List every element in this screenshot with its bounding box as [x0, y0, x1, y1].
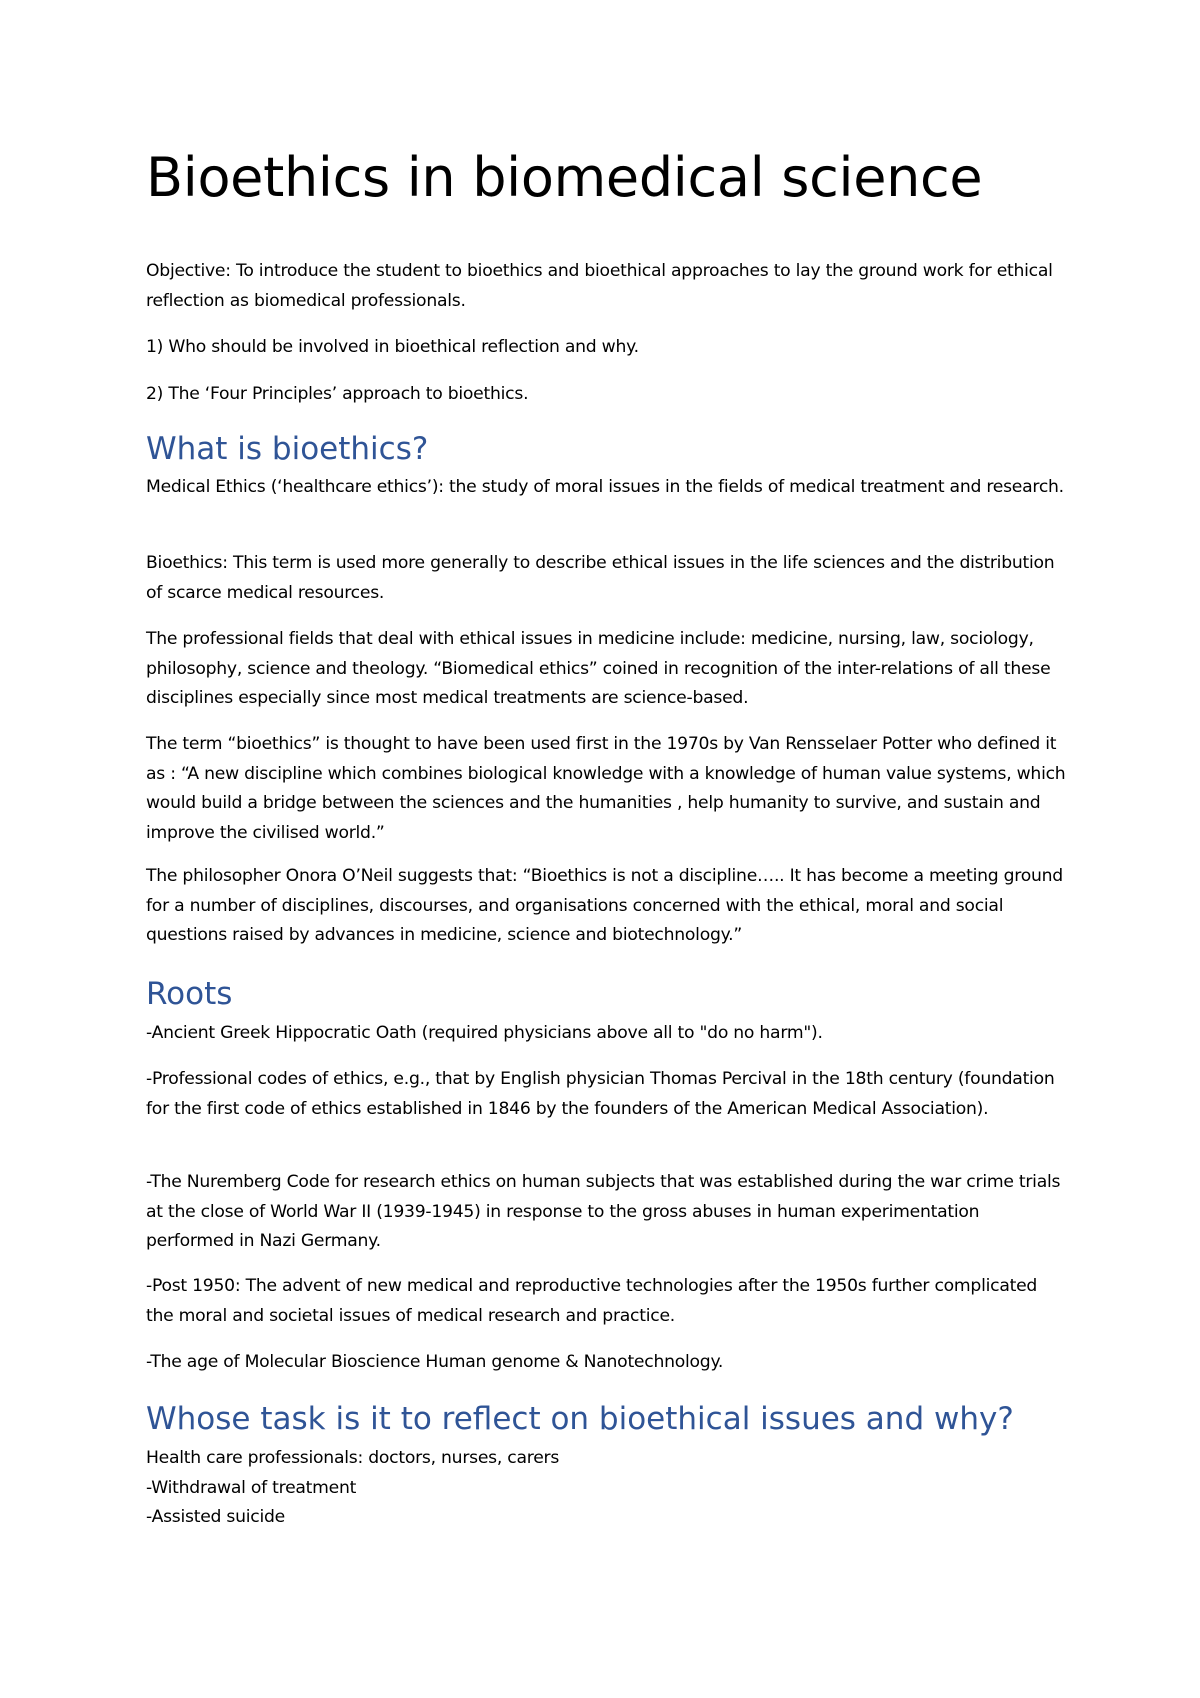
- intro-item-1-block: [146, 333, 1066, 363]
- what-is-para-5-block: [146, 862, 1066, 951]
- section-heading-roots: Roots: [146, 976, 233, 1012]
- whose-task-lines: [146, 1444, 1066, 1533]
- roots-para-1-block: [146, 1019, 1066, 1049]
- intro-objective-block: [146, 257, 1066, 316]
- roots-para-2-block: [146, 1065, 1066, 1124]
- roots-para-1: -Ancient Greek Hippocratic Oath (required physicians above all to "do no harm").: [146, 1023, 823, 1043]
- intro-item-2: 2) The ‘Four Principles’ approach to bioethics.: [146, 384, 529, 404]
- intro-item-2-block: [146, 380, 1066, 410]
- what-is-para-1-block: [146, 473, 1066, 503]
- whose-task-line-2: -Withdrawal of treatment: [146, 1477, 357, 1498]
- roots-para-5-block: [146, 1348, 1066, 1378]
- roots-para-3-block: [146, 1168, 1066, 1257]
- roots-para-5: -The age of Molecular Bioscience Human genome & Nanotechnology.: [146, 1352, 724, 1372]
- what-is-para-3: The professional fields that deal with ethical issues in medicine include: medicine, nursing, law, sociology, philosophy, science and theology. “Biomedical ethics” coined in recognition of the inter-relations of all these disciplines especially since most medical treatments are science-based.: [146, 629, 1051, 708]
- what-is-para-3-block: [146, 625, 1066, 714]
- section-heading-whose-task: Whose task is it to reflect on bioethical issues and why?: [146, 1401, 1014, 1437]
- roots-para-3: -The Nuremberg Code for research ethics on human subjects that was established during the war crime trials at the close of World War II (1939-1945) in response to the gross abuses in human experimentation performed in Nazi Germany.: [146, 1172, 1061, 1251]
- whose-task-line-3: -Assisted suicide: [146, 1507, 285, 1527]
- intro-objective: Objective: To introduce the student to bioethics and bioethical approaches to lay the ground work for ethical reflection as biomedical professionals.: [146, 261, 1053, 311]
- what-is-para-2: Bioethics: This term is used more generally to describe ethical issues in the life sciences and the distribution of scarce medical resources.: [146, 553, 1055, 603]
- section-heading-what-is-bioethics: What is bioethics?: [146, 431, 429, 467]
- intro-item-1: 1) Who should be involved in bioethical reflection and why.: [146, 337, 639, 357]
- roots-para-4-block: [146, 1272, 1066, 1331]
- what-is-para-1: Medical Ethics (‘healthcare ethics’): the study of moral issues in the fields of medical treatment and research.: [146, 477, 1064, 497]
- what-is-para-4: The term “bioethics” is thought to have been used first in the 1970s by Van Rensselaer Potter who defined it as : “A new discipline which combines biological knowledge with a knowledge of human value systems, which would build a bridge between the sciences and the humanities , help humanity to survive, and sustain and improve the civilised world.”: [146, 734, 1066, 843]
- what-is-para-2-block: [146, 549, 1066, 608]
- roots-para-2: -Professional codes of ethics, e.g., that by English physician Thomas Percival in the 18th century (foundation for the first code of ethics established in 1846 by the founders of the American Medical Association).: [146, 1069, 1055, 1119]
- whose-task-line-1: Health care professionals: doctors, nurses, carers: [146, 1448, 560, 1468]
- what-is-para-5: The philosopher Onora O’Neil suggests that: “Bioethics is not a discipline….. It has become a meeting ground for a number of disciplines, discourses, and organisations concerned with the ethical, moral and social questions raised by advances in medicine, science and biotechnology.”: [146, 866, 1063, 945]
- document-title: Bioethics in biomedical science: [146, 146, 983, 209]
- roots-para-4: -Post 1950: The advent of new medical and reproductive technologies after the 1950s further complicated the moral and societal issues of medical research and practice.: [146, 1276, 1038, 1326]
- what-is-para-4-block: [146, 730, 1066, 848]
